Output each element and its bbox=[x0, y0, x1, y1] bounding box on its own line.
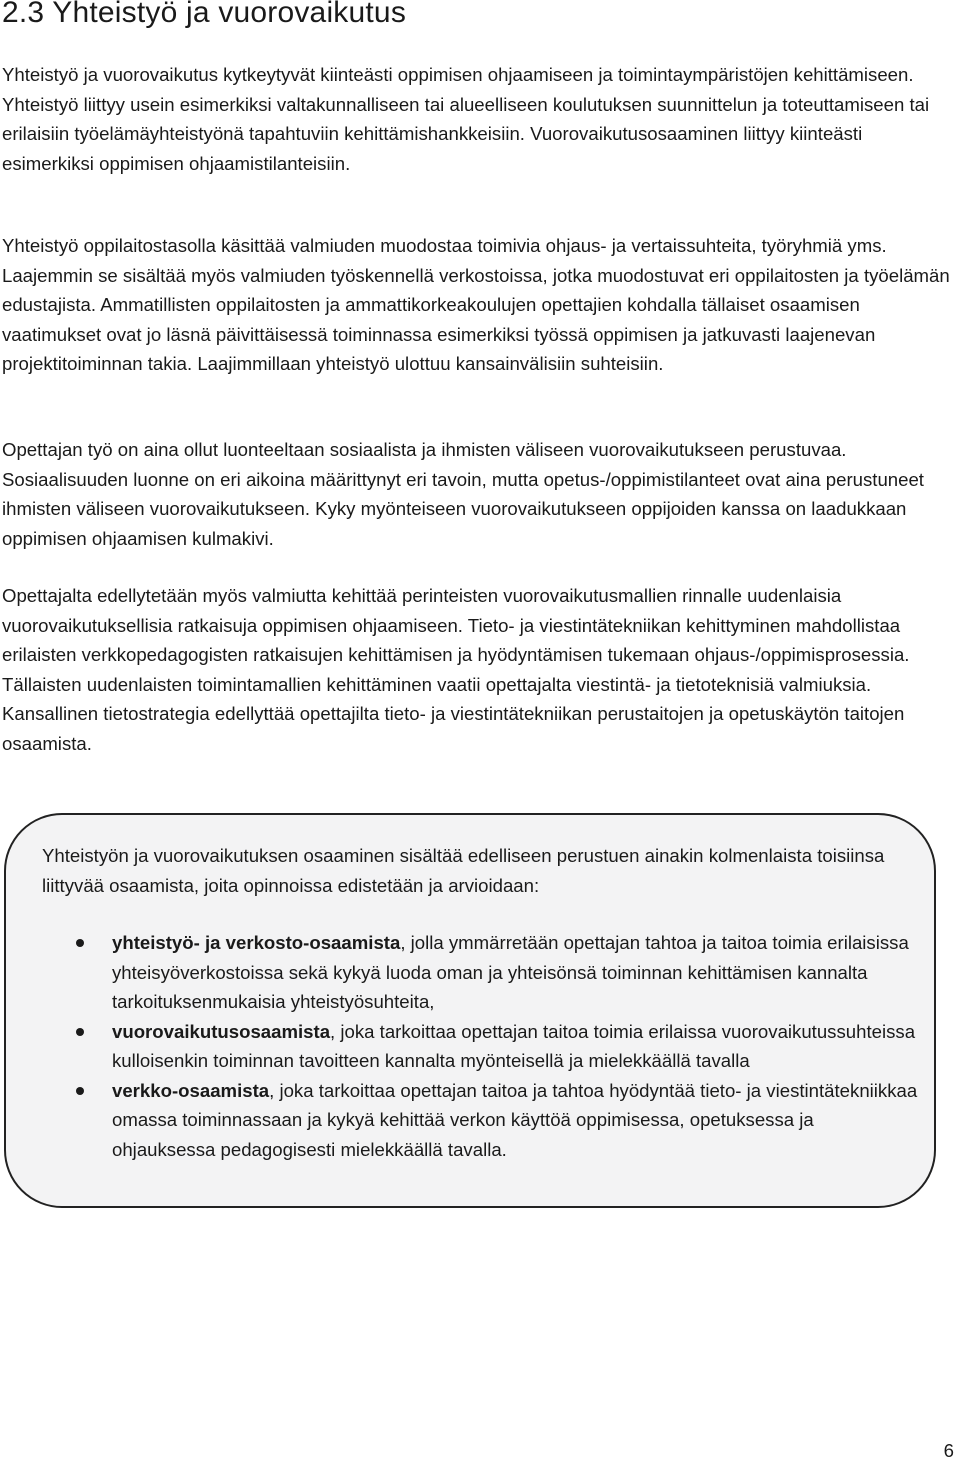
paragraph-2: Yhteistyö oppilaitostasolla käsittää valmiuden muodostaa toimivia ohjaus- ja vertaissuhteita, työryhmiä yms. Laajemmin se sisältää myös valmiuden työskennellä verkostoissa, jotka muodostuvat eri oppilaitosten ja työelämän edustajista. Ammatillisten oppilaitosten ja ammattikorkeakoulujen opettajien kohdalla tällaiset osaamisen vaatimukset ovat jo läsnä päivittäisessä toiminnassa esimerkiksi työssä oppimisen ja jatkuvasti laajenevan projektitoiminnan takia. Laajimmillaan yhteistyö ulottuu kansainvälisiin suhteisiin. bbox=[2, 235, 950, 374]
list-item-term: verkko-osaamista bbox=[112, 1079, 270, 1101]
list-item-text: , joka tarkoittaa opettajan taitoa ja tahtoa hyödyntää tieto- ja viestintätekniikkaa omassa toiminnassaan ja kykyä kehittää verkon käyttöä oppimisessa, opetuksessa ja ohjauksessa pedagogisesti mielekkäällä tavalla. bbox=[112, 1079, 918, 1160]
bullet-icon bbox=[76, 939, 84, 947]
list-item bbox=[40, 1017, 920, 1076]
list-item-text: , joka tarkoittaa opettajan taitoa toimia erilaissa vuorovaikutussuhteissa kulloisenkin toiminnan tavoitteen kannalta myönteisellä ja mielekkäällä tavalla bbox=[112, 1020, 916, 1071]
paragraph-4: Opettajalta edellytetään myös valmiutta kehittää perinteisten vuorovaikutusmallien rinnalle uudenlaisia vuorovaikutuksellisia ratkaisuja oppimisen ohjaamiseen. Tieto- ja viestintätekniikan kehittyminen mahdollistaa erilaisten verkkopedagogisten ratkaisujen kehittämisen ja hyödyntämisen tukemaan ohjaus-/oppimisprosessia. Tällaisten uudenlaisten toimintamallien kehittäminen vaatii opettajalta viestintä- ja tietoteknisiä valmiuksia. Kansallinen tietostrategia edellyttää opettajilta tieto- ja viestintätekniikan perustaitojen ja opetuskäytön taitojen osaamista. bbox=[2, 585, 910, 754]
paragraph-1: Yhteistyö ja vuorovaikutus kytkeytyvät kiinteästi oppimisen ohjaamiseen ja toimintaympäristöjen kehittämiseen. Yhteistyö liittyy usein esimerkiksi valtakunnalliseen tai alueelliseen koulutuksen suunnittelun ja toteuttamiseen tai erilaisiin työelämäyhteistyönä tapahtuviin kehittämishankkeisiin. Vuorovaikutusosaaminen liittyy kiinteästi esimerkiksi oppimisen ohjaamistilanteisiin. bbox=[2, 64, 930, 174]
list-item bbox=[40, 928, 920, 1017]
list-item-term: vuorovaikutusosaamista bbox=[112, 1020, 331, 1042]
list-item-text: , jolla ymmärretään opettajan tahtoa ja taitoa toimia erilaisissa yhteisyöverkostoissa sekä kykyä luoda oman ja yhteisönsä toiminnan kehittämisen kannalta tarkoituksenmukaisia yhteistyösuhteita, bbox=[112, 932, 909, 1012]
bullet-icon bbox=[76, 1087, 84, 1095]
page-number: 6 bbox=[943, 1440, 954, 1461]
list-item-term: yhteistyö- ja verkosto-osaamista bbox=[112, 932, 401, 953]
callout-intro: Yhteistyön ja vuorovaikutuksen osaaminen sisältää edelliseen perustuen ainakin kolmenlaista toisiinsa liittyvää osaamista, joita opinnoissa edistetään ja arvioidaan: bbox=[42, 845, 885, 896]
list-item bbox=[40, 1076, 920, 1165]
section-heading: 2.3 Yhteistyö ja vuorovaikutus bbox=[2, 0, 407, 29]
competence-list bbox=[40, 928, 920, 1164]
competence-callout-box bbox=[4, 813, 936, 1208]
paragraph-3: Opettajan työ on aina ollut luonteeltaan sosiaalista ja ihmisten väliseen vuorovaikutukseen perustuvaa. Sosiaalisuuden luonne on eri aikoina määrittynyt eri tavoin, mutta opetus-/oppimistilanteet ovat aina perustuneet ihmisten väliseen vuorovaikutukseen. Kyky myönteiseen vuorovaikutukseen oppijoiden kanssa on laadukkaan oppimisen ohjaamisen kulmakivi. bbox=[2, 439, 924, 549]
bullet-icon bbox=[76, 1028, 84, 1036]
